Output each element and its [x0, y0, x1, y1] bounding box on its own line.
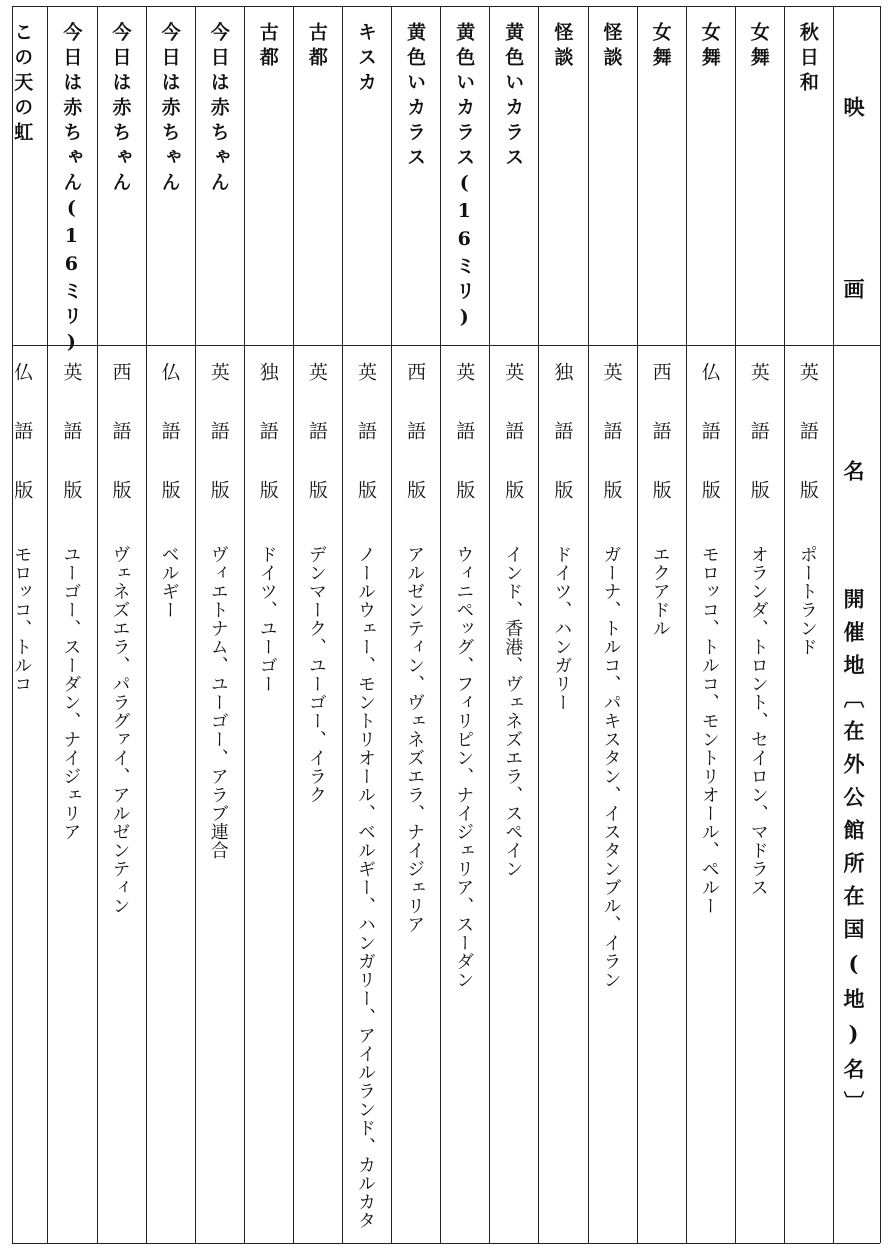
- top-border: [12, 6, 880, 7]
- film-title-cell: キスカ: [355, 22, 377, 97]
- venue-cell: ドイツ、ユーゴー: [256, 545, 278, 693]
- column-divider: [833, 6, 834, 1243]
- language-version-cell: 西語版: [649, 362, 672, 539]
- venue-cell: ノールウェー、モントリオール、ベルギー、ハンガリー、アイルランド、カルカタ: [355, 545, 376, 1230]
- language-version-cell: 英語版: [747, 362, 770, 539]
- venue-cell: デンマーク、ユーゴー、イラク: [305, 545, 327, 804]
- column-divider: [538, 6, 539, 1243]
- venue-cell: ドイツ、ハンガリー: [551, 545, 573, 712]
- venue-cell: ウィニペッグ、フィリピン、ナイジェリア、スーダン: [453, 545, 475, 989]
- bottom-border: [12, 1243, 880, 1244]
- language-version-cell: 西語版: [109, 362, 132, 539]
- language-version-cell: 仏語版: [11, 362, 34, 539]
- venue-cell: アルゼンティン、ヴェネズエラ、ナイジェリア: [404, 545, 426, 934]
- header-film-title: 映 画 名: [841, 96, 866, 551]
- language-version-cell: 独語版: [551, 362, 574, 539]
- film-title-cell: 古都: [256, 22, 279, 72]
- film-title-cell: 怪談: [600, 22, 623, 72]
- language-version-cell: 英語版: [502, 362, 525, 539]
- language-version-cell: 英語版: [305, 362, 328, 539]
- language-version-cell: 英語版: [60, 362, 83, 539]
- header-venue: 開催地〔在外公館所在国(地)名〕: [841, 588, 866, 1124]
- column-divider: [637, 6, 638, 1243]
- column-divider: [588, 6, 589, 1243]
- venue-cell: ベルギー: [158, 545, 180, 619]
- column-divider: [244, 6, 245, 1243]
- column-divider: [440, 6, 441, 1243]
- column-divider: [489, 6, 490, 1243]
- language-version-cell: 仏語版: [158, 362, 181, 539]
- film-title-cell: 今日は赤ちゃん: [109, 22, 132, 197]
- column-divider: [195, 6, 196, 1243]
- column-divider: [97, 6, 98, 1243]
- column-divider: [47, 6, 48, 1243]
- language-version-cell: 英語版: [453, 362, 476, 539]
- left-border: [12, 6, 13, 1243]
- film-title-cell: この天の虹: [11, 22, 34, 147]
- column-divider: [146, 6, 147, 1243]
- venue-cell: ヴェネズエラ、パラグァイ、アルゼンティン: [109, 545, 131, 915]
- language-version-cell: 英語版: [600, 362, 623, 539]
- column-divider: [735, 6, 736, 1243]
- language-version-cell: 英語版: [796, 362, 819, 539]
- column-divider: [342, 6, 343, 1243]
- language-version-cell: 英語版: [355, 362, 377, 539]
- film-title-cell: 古都: [305, 22, 328, 72]
- venue-cell: ユーゴー、スーダン、ナイジェリア: [60, 545, 82, 841]
- film-title-cell: 黄色いカラス: [502, 22, 525, 172]
- language-version-cell: 英語版: [207, 362, 230, 539]
- language-version-cell: 西語版: [404, 362, 427, 539]
- film-title-cell: 怪談: [551, 22, 574, 72]
- column-divider: [391, 6, 392, 1243]
- venue-cell: ポートランド: [796, 545, 818, 656]
- film-title-cell: 今日は赤ちゃん: [158, 22, 181, 197]
- column-divider: [784, 6, 785, 1243]
- venue-cell: インド、香港、ヴェネズエラ、スペイン: [502, 545, 524, 878]
- language-version-cell: 独語版: [256, 362, 279, 539]
- film-title-cell: 女舞: [747, 22, 770, 72]
- film-title-cell: 黄色いカラス(16ミリ): [453, 22, 476, 334]
- venue-cell: モロッコ、トルコ、モントリオール、ペルー: [698, 545, 720, 915]
- film-title-cell: 女舞: [649, 22, 672, 72]
- right-border: [880, 6, 881, 1243]
- title-lang-divider: [12, 345, 880, 346]
- venue-cell: エクアドル: [649, 545, 671, 638]
- column-divider: [293, 6, 294, 1243]
- venue-cell: ガーナ、トルコ、パキスタン、イスタンブル、イラン: [600, 545, 622, 989]
- language-version-cell: 仏語版: [698, 362, 721, 539]
- venue-cell: モロッコ、トルコ: [11, 545, 33, 693]
- venue-cell: オランダ、トロント、セイロン、マドラス: [747, 545, 769, 897]
- film-title-cell: 女舞: [698, 22, 721, 72]
- film-title-cell: 黄色いカラス: [404, 22, 427, 172]
- venue-cell: ヴィエトナム、ユーゴー、アラブ連合: [207, 545, 229, 860]
- film-title-cell: 秋日和: [796, 22, 819, 97]
- column-divider: [686, 6, 687, 1243]
- film-title-cell: 今日は赤ちゃん: [207, 22, 230, 197]
- film-title-cell: 今日は赤ちゃん(16ミリ): [60, 22, 83, 359]
